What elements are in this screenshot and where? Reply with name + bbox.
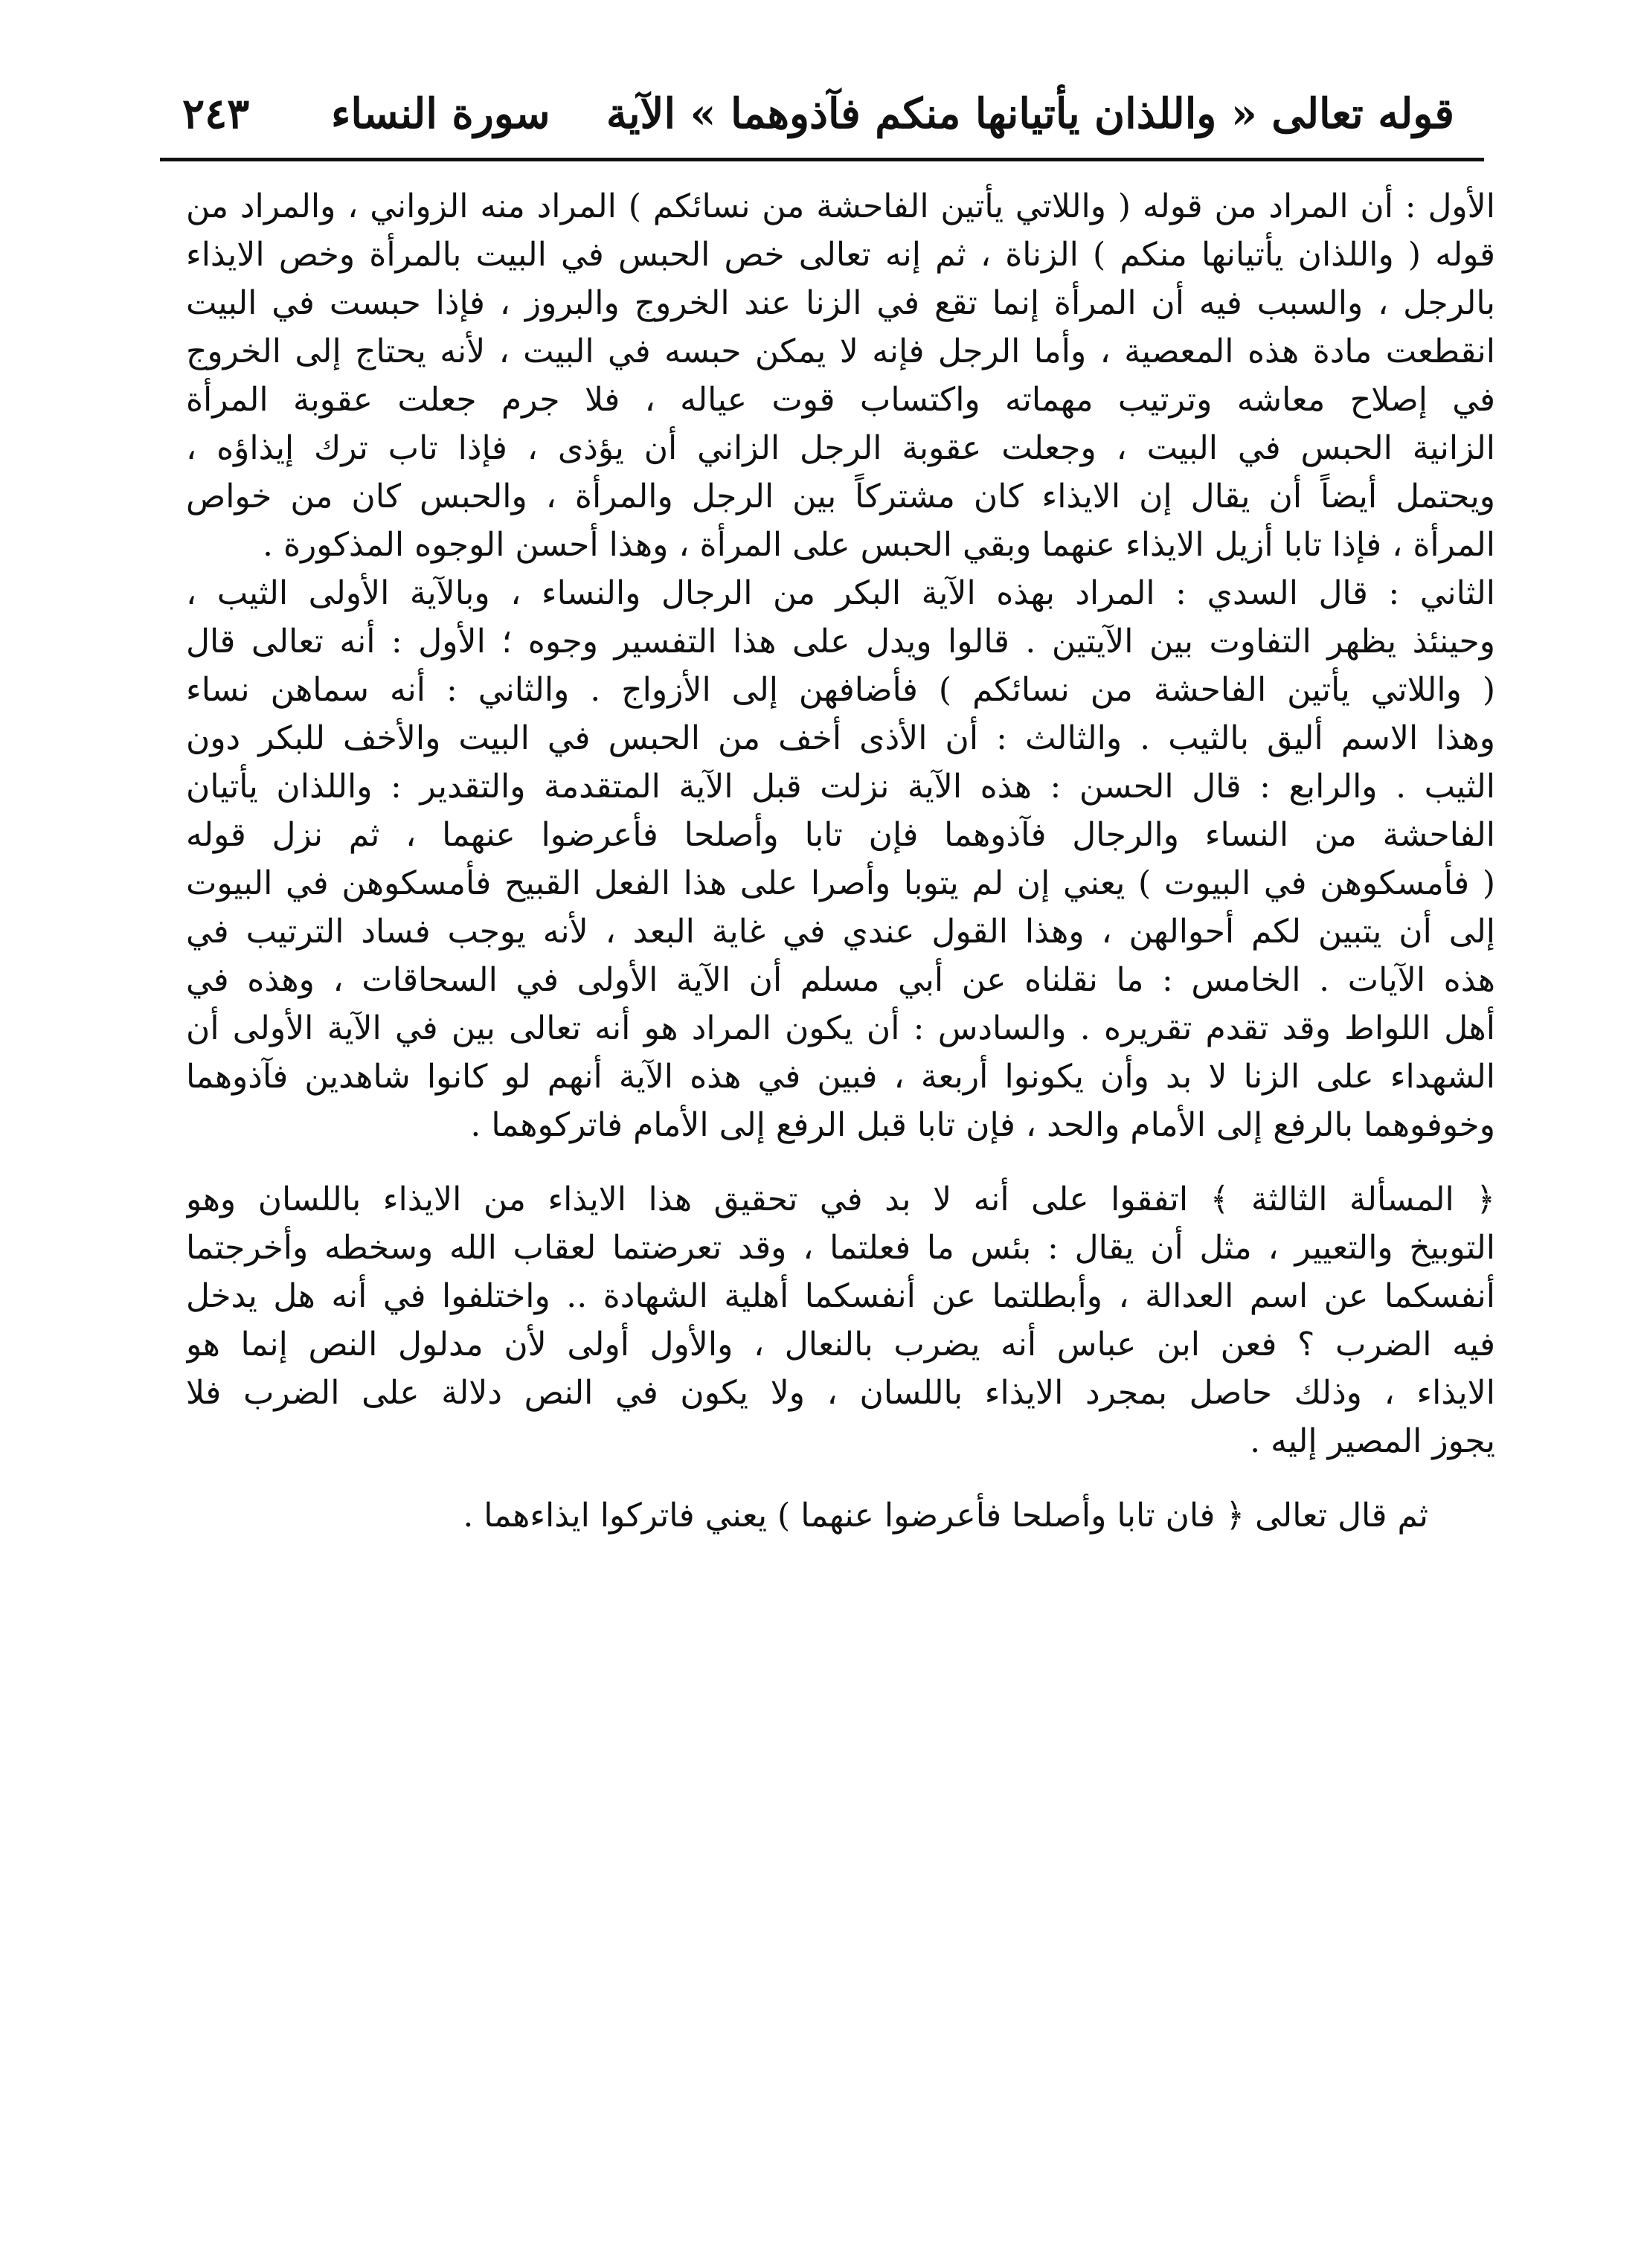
text-line: ﴿ المسألة الثالثة ﴾ اتفقوا على أنه لا بد في تحقيق هذا الايذاء من الايذاء باللسان وهو	[186, 1180, 1495, 1218]
header-divider	[160, 158, 1484, 161]
text-line: أنفسكما عن اسم العدالة ، وأبطلتما عن أنفسكما أهلية الشهادة .. واختلفوا في أنه هل يدخل	[186, 1277, 1495, 1315]
text-line: المرأة ، فإذا تابا أزيل الايذاء عنهما وبقي الحبس على المرأة ، وهذا أحسن الوجوه المذكورة .	[262, 526, 1495, 564]
paragraph-gap	[186, 1465, 1495, 1491]
text-line: الايذاء ، وذلك حاصل بمجرد الايذاء باللسان ، ولا يكون في النص دلالة على الضرب فلا	[186, 1374, 1495, 1412]
text-line: ويحتمل أيضاً أن يقال إن الايذاء كان مشتركاً بين الرجل والمرأة ، والحبس كان من خواص	[186, 478, 1495, 515]
paragraph-gap	[186, 1149, 1495, 1175]
text-line: الزانية الحبس في البيت ، وجعلت عقوبة الرجل الزاني أن يؤذى ، فإذا تاب ترك إيذاؤه ،	[186, 429, 1495, 467]
text-line: فيه الضرب ؟ فعن ابن عباس أنه يضرب بالنعال ، والأول أولى لأن مدلول النص إنما هو	[186, 1326, 1495, 1363]
running-header	[160, 82, 1484, 164]
body-text	[186, 182, 1495, 1540]
header-title: قوله تعالى « واللذان يأتيانها منكم فآذوهما » الآية	[606, 89, 1454, 138]
text-line: الفاحشة من النساء والرجال فآذوهما فإن تابا وأصلحا فأعرضوا عنهما ، ثم نزل قوله	[186, 816, 1495, 854]
page-number: ٢٤٣	[182, 89, 250, 138]
text-line: قوله ( واللذان يأتيانها منكم ) الزناة ، ثم إنه تعالى خص الحبس في البيت بالمرأة وخص الايذاء	[186, 236, 1495, 274]
text-line: في إصلاح معاشه وترتيب مهماته واكتساب قوت عياله ، فلا جرم جعلت عقوبة المرأة	[186, 381, 1495, 419]
text-line: الأول : أن المراد من قوله ( واللاتي يأتين الفاحشة من نسائكم ) المراد منه الزواني ، والمراد من	[186, 187, 1495, 225]
text-line: بالرجل ، والسبب فيه أن المرأة إنما تقع في الزنا عند الخروج والبروز ، فإذا حبست في البيت	[186, 284, 1495, 322]
text-line: الثيب . والرابع : قال الحسن : هذه الآية نزلت قبل الآية المتقدمة والتقدير : واللذان يأتيان	[186, 768, 1495, 806]
text-line: الشهداء على الزنا لا بد وأن يكونوا أربعة ، فبين في هذه الآية أنهم لو كانوا شاهدين فآذوهما	[186, 1058, 1495, 1096]
text-line: وهذا الاسم أليق بالثيب . والثالث : أن الأذى أخف من الحبس في البيت والأخف للبكر دون	[186, 719, 1495, 757]
text-line: يجوز المصير إليه .	[1250, 1422, 1495, 1460]
text-line: الثاني : قال السدي : المراد بهذه الآية البكر من الرجال والنساء ، وبالآية الأولى الثيب ،	[186, 574, 1495, 612]
text-line: ( واللاتي يأتين الفاحشة من نسائكم ) فأضافهن إلى الأزواج . والثاني : أنه سماهن نساء	[186, 671, 1495, 709]
text-line: التوبيخ والتعيير ، مثل أن يقال : بئس ما فعلتما ، وقد تعرضتما لعقاب الله وسخطه وأخرجتما	[186, 1229, 1495, 1267]
text-line: وخوفوهما بالرفع إلى الأمام والحد ، فإن تابا قبل الرفع إلى الأمام فاتركوهما .	[470, 1106, 1495, 1144]
text-line: انقطعت مادة هذه المعصية ، وأما الرجل فإنه لا يمكن حبسه في البيت ، لأنه يحتاج إلى الخروج	[186, 333, 1495, 370]
text-line: أهل اللواط وقد تقدم تقريره . والسادس : أن يكون المراد هو أنه تعالى بين في الآية الأولى أن	[186, 1009, 1495, 1047]
text-line: وحينئذ يظهر التفاوت بين الآيتين . قالوا ويدل على هذا التفسير وجوه ؛ الأول : أنه تعالى قال	[186, 623, 1495, 661]
text-line: ثم قال تعالى ﴿ فان تابا وأصلحا فأعرضوا عنهما ) يعني فاتركوا ايذاءهما .	[463, 1497, 1428, 1535]
text-line: هذه الآيات . الخامس : ما نقلناه عن أبي مسلم أن الآية الأولى في السحاقات ، وهذه في	[186, 961, 1495, 999]
header-surah-name: سورة النساء	[331, 89, 550, 138]
text-line: ( فأمسكوهن في البيوت ) يعني إن لم يتوبا وأصرا على هذا الفعل القبيح فأمسكوهن في البيوت	[186, 864, 1495, 902]
text-line: إلى أن يتبين لكم أحوالهن ، وهذا القول عندي في غاية البعد ، لأنه يوجب فساد الترتيب في	[186, 913, 1495, 951]
